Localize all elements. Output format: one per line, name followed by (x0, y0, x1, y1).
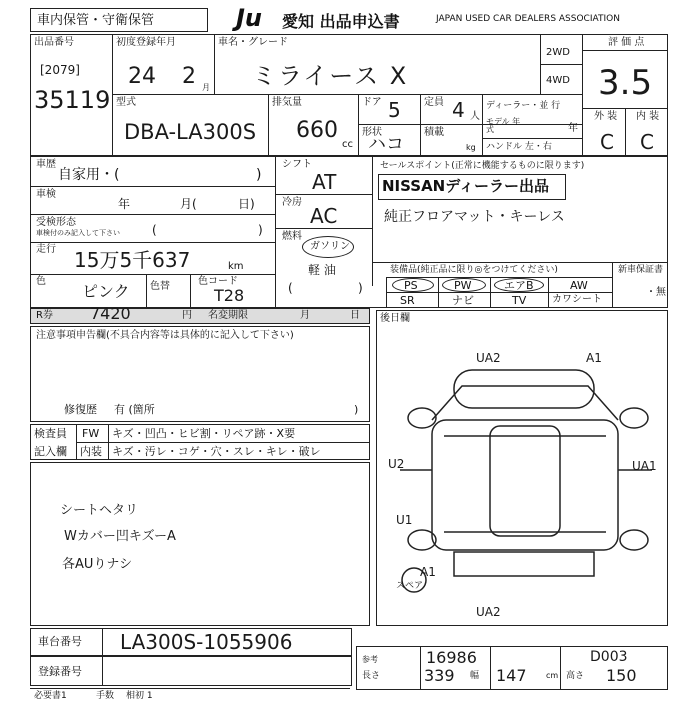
mileage-label: 走行 (36, 244, 56, 255)
sales-point-label: セールスポイント(正常に機能するものに限ります) (380, 161, 585, 171)
body-shape-value: ハコ (368, 134, 404, 155)
inspection-day-unit: 日) (238, 197, 255, 211)
fuel-paren-close: ) (358, 281, 363, 295)
receipt-close: ) (258, 223, 263, 237)
doors-label: ドア (362, 97, 382, 108)
inspector-inner-items: キズ・汚レ・コゲ・穴・スレ・キレ・破レ (112, 445, 321, 458)
name-change-month-unit: 月 (300, 310, 310, 321)
storage-title-box (30, 8, 208, 32)
grade-interior-label: 内 装 (636, 111, 660, 122)
org-subtitle: JAPAN USED CAR DEALERS ASSOCIATION (436, 14, 620, 24)
footer-label-2: 手数 (96, 691, 115, 701)
recycle-label: R券 (36, 310, 53, 321)
equipment-tv[interactable]: TV (512, 294, 527, 307)
dimensions-ref1-label: 参考 (362, 655, 378, 664)
mileage-value: 15万5千637 (74, 248, 191, 272)
width-value: 147 (496, 666, 527, 685)
lot-number: 35119 (34, 86, 111, 114)
inspector-inner: 内装 (80, 445, 102, 458)
displacement-label: 排気量 (272, 97, 302, 108)
equipment-navi[interactable]: ナビ (452, 294, 474, 307)
doors-value: 5 (388, 98, 401, 122)
footer-label-3: 相初 1 (126, 691, 153, 701)
load-label: 積載 (424, 127, 444, 138)
inspector-notes-box (30, 462, 370, 626)
fuel-paren-open: ( (288, 281, 293, 295)
after-field-label: 後日欄 (380, 313, 410, 324)
cooling-label: 冷房 (282, 197, 302, 208)
inspector-note-2: Wカバー凹キズーA (64, 529, 176, 544)
type-label: 型式 (116, 97, 136, 108)
name-change-day-unit: 日 (350, 310, 360, 321)
steering[interactable]: ハンドル 左・右 (486, 142, 552, 152)
storage-title: 車内保管・守衛保管 (37, 13, 155, 28)
width-label: 幅 (470, 671, 480, 681)
inspector-label: 検査員 (34, 427, 67, 440)
equipment-label: 装備品(純正品に限り◎をつけてください) (390, 265, 558, 275)
repair-label: 修復歴 (64, 403, 97, 416)
registration-month-unit: 月 (202, 83, 210, 92)
capacity-unit: 人 (470, 111, 480, 122)
receipt-note: 車検付のみ記入して下さい (36, 229, 120, 237)
notes-label: 注意事項申告欄(不具合内容等は具体的に記入して下さい) (36, 330, 294, 341)
drive-2wd[interactable]: 2WD (546, 47, 570, 58)
inspection-month-unit: 月( (180, 197, 197, 211)
diagram-label-ua2-top: UA2 (476, 351, 501, 365)
diagram-label-ua1: UA1 (632, 459, 657, 473)
equipment-airbag[interactable]: エアB (504, 279, 534, 292)
registration-year: 24 (128, 64, 156, 89)
fuel-gasoline[interactable]: ガソリン (310, 241, 350, 252)
fuel-label: 燃料 (282, 231, 302, 242)
lot-label: 出品番号 (34, 37, 74, 48)
registration-month: 2 (182, 64, 196, 89)
cooling-value: AC (310, 204, 338, 228)
recycle-unit: 円 (182, 310, 192, 321)
new-warranty-value[interactable]: ・無 (646, 287, 666, 298)
repair-close: ) (354, 403, 359, 416)
equipment-aw[interactable]: AW (570, 279, 588, 292)
length-unit: cm (546, 671, 559, 680)
equipment-ps[interactable]: PS (404, 279, 418, 292)
diagram-label-a1-top: A1 (586, 351, 602, 365)
chassis-value: LA300S-1055906 (120, 630, 293, 654)
chassis-label: 車台番号 (38, 635, 82, 648)
inspector-fw-items: キズ・凹凸・ヒビ割・リペア跡・X要 (112, 427, 296, 440)
model-year-label: モデル 年式 (486, 117, 521, 134)
inspector-fw: FW (82, 427, 100, 440)
inspector-note-3: 各AUりナシ (62, 557, 133, 572)
diagram-label-u2: U2 (388, 457, 405, 471)
diagram-label-u1: U1 (396, 513, 413, 527)
mileage-unit: km (228, 261, 244, 272)
dimensions-ref1: 16986 (426, 648, 477, 667)
shift-label: シフト (282, 159, 312, 170)
color-change-label: 色替 (150, 281, 170, 292)
drive-4wd[interactable]: 4WD (546, 75, 570, 86)
inspection-label: 車検 (36, 189, 56, 200)
displacement-unit: cc (342, 139, 353, 150)
receipt-label: 受検形态 (36, 217, 76, 228)
footer-label-1: 必要書1 (34, 691, 67, 701)
grade-value: 3.5 (598, 63, 653, 103)
history-close: ) (256, 167, 262, 183)
type-value: DBA-LA300S (124, 120, 257, 144)
sales-point-line1: NISSANディーラー出品 (382, 177, 550, 195)
recycle-value: 7420 (90, 304, 131, 323)
diagram-label-ua2-bottom: UA2 (476, 605, 501, 619)
name-change-label: 名変期限 (208, 310, 248, 321)
history-value[interactable]: 自家用・( (58, 167, 120, 183)
equipment-power-seat[interactable]: カワシート (552, 294, 602, 305)
model-label: 車名・グレード (218, 37, 288, 48)
inspector-note-1: シートヘタリ (60, 503, 139, 518)
length-value: 339 (424, 666, 455, 685)
length-label: 長さ (362, 671, 381, 681)
ju-logo: Ju (236, 4, 263, 32)
fuel-diesel[interactable]: 軽 油 (308, 263, 336, 277)
height-value: 150 (606, 666, 637, 685)
grade-exterior: C (600, 130, 614, 154)
model-year-unit: 年 (568, 123, 578, 134)
history-label: 車歴 (36, 159, 56, 170)
capacity-value: 4 (452, 98, 465, 122)
load-unit: kg (466, 143, 476, 152)
receipt-open: ( (152, 223, 157, 237)
org-title: 愛知 出品申込書 (282, 12, 400, 31)
recycle-row (30, 304, 370, 324)
new-warranty-label: 新車保証書 (618, 265, 664, 275)
sales-point-line2: 純正フロアマット・キーレス (384, 209, 565, 225)
grade-interior: C (640, 130, 654, 154)
displacement-value: 660 (296, 118, 338, 143)
equipment-sr[interactable]: SR (400, 294, 415, 307)
equipment-pw[interactable]: PW (454, 279, 472, 292)
model-value: ミライース X (252, 62, 409, 90)
lot-sub-number: [2079] (40, 63, 80, 77)
color-value: ピンク (82, 282, 130, 301)
shift-value: AT (312, 170, 337, 194)
grade-exterior-label: 外 装 (594, 111, 618, 122)
color-code-label: 色コード (198, 276, 238, 287)
color-label: 色 (36, 276, 46, 287)
diagram-label-a1-bottom: A1 (420, 565, 436, 579)
registration-label: 初度登録年月 (116, 37, 176, 48)
entry-label: 記入欄 (34, 445, 67, 458)
height-label: 高さ (566, 671, 585, 681)
color-code: T28 (214, 286, 245, 305)
grade-label: 評 価 点 (608, 37, 645, 48)
plate-label: 登録番号 (38, 665, 82, 678)
dealer-import[interactable]: ディーラー・並 行 (486, 101, 561, 111)
inspection-year-unit: 年 (118, 197, 131, 211)
repair-value: 有 (箇所 (114, 403, 155, 416)
diagram-spare: スペア (396, 581, 424, 591)
dimensions-ref2: D003 (590, 649, 628, 665)
body-shape-label: 形状 (362, 127, 382, 138)
capacity-label: 定員 (424, 97, 444, 108)
